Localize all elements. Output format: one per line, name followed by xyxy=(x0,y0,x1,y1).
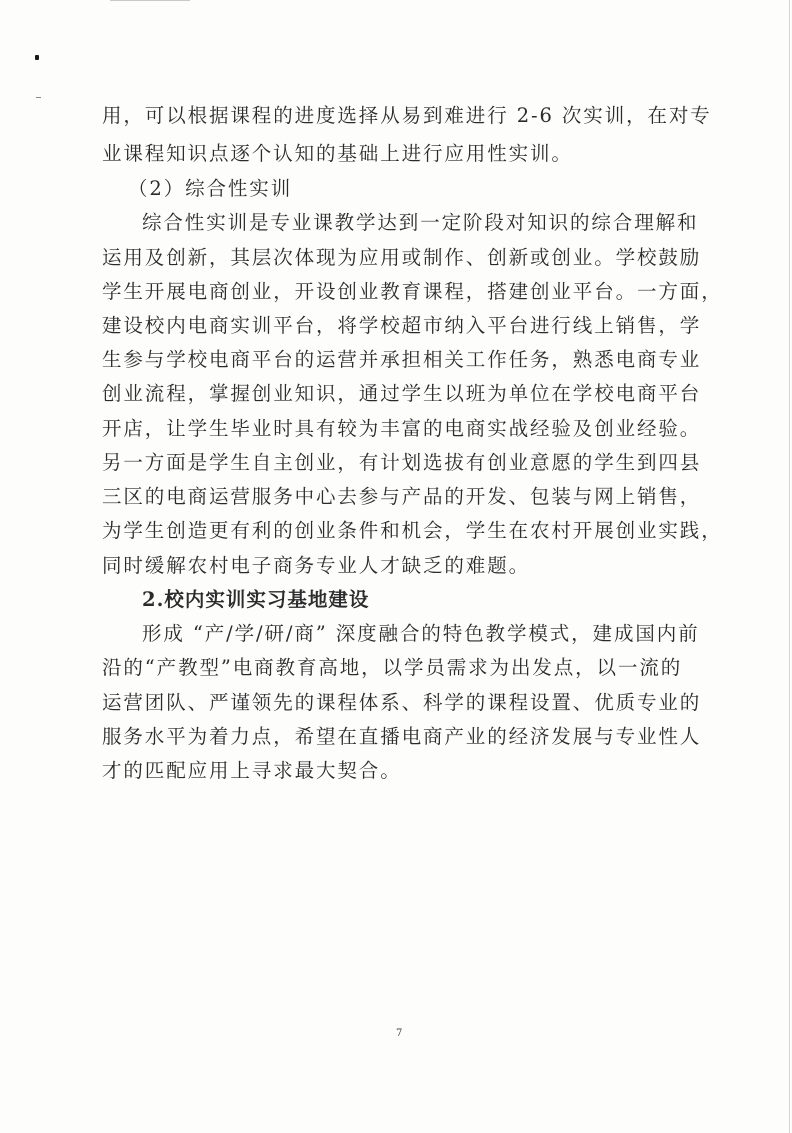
body-text-line: 综合性实训是专业课教学达到一定阶段对知识的综合理解和 xyxy=(142,211,699,234)
body-text-line: 为学生创造更有利的创业条件和机会，学生在农村开展创业实践， xyxy=(102,519,723,542)
section-heading: 2.校内实训实习基地建设 xyxy=(142,588,370,611)
body-text-line: 开店，让学生毕业时具有较为丰富的电商实战经验及创业经验。 xyxy=(102,417,702,440)
scan-dot-mark xyxy=(35,55,39,60)
scan-edge-mark xyxy=(789,0,790,1133)
body-text-line: 用，可以根据课程的进度选择从易到难进行 2-6 次实训，在对专 xyxy=(102,104,712,127)
body-text-line: 运用及创新，其层次体现为应用或制作、创新或创业。学校鼓励 xyxy=(102,246,702,269)
body-text-line: 才的匹配应用上寻求最大契合。 xyxy=(102,759,402,782)
body-text-line: 形成 “产/学/研/商” 深度融合的特色教学模式，建成国内前 xyxy=(142,622,700,645)
body-text-line: 另一方面是学生自主创业，有计划选拔有创业意愿的学生到四县 xyxy=(102,451,702,474)
body-text-line: 学生开展电商创业，开设创业教育课程，搭建创业平台。一方面， xyxy=(102,280,723,303)
section-heading: （2）综合性实训 xyxy=(128,177,293,200)
body-text-line: 创业流程，掌握创业知识，通过学生以班为单位在学校电商平台 xyxy=(102,382,702,405)
body-text-line: 生参与学校电商平台的运营并承担相关工作任务，熟悉电商专业 xyxy=(102,348,702,371)
body-text-line: 运营团队、严谨领先的课程体系、科学的课程设置、优质专业的 xyxy=(102,691,702,714)
body-text-line: 沿的“产教型”电商教育高地，以学员需求为出发点，以一流的 xyxy=(102,656,683,679)
body-text-line: 业课程知识点逐个认知的基础上进行应用性实训。 xyxy=(102,142,573,165)
body-text-line: 服务水平为着力点，希望在直播电商产业的经济发展与专业性人 xyxy=(102,725,702,748)
body-text-line: 三区的电商运营服务中心去参与产品的开发、包装与网上销售， xyxy=(102,485,702,508)
scan-edge-mark xyxy=(110,0,190,1)
body-text-line: 同时缓解农村电子商务专业人才缺乏的难题。 xyxy=(102,554,531,577)
body-text-line: 建设校内电商实训平台，将学校超市纳入平台进行线上销售，学 xyxy=(102,314,702,337)
page-number: 7 xyxy=(396,1028,403,1039)
scan-dash-mark xyxy=(36,97,41,98)
